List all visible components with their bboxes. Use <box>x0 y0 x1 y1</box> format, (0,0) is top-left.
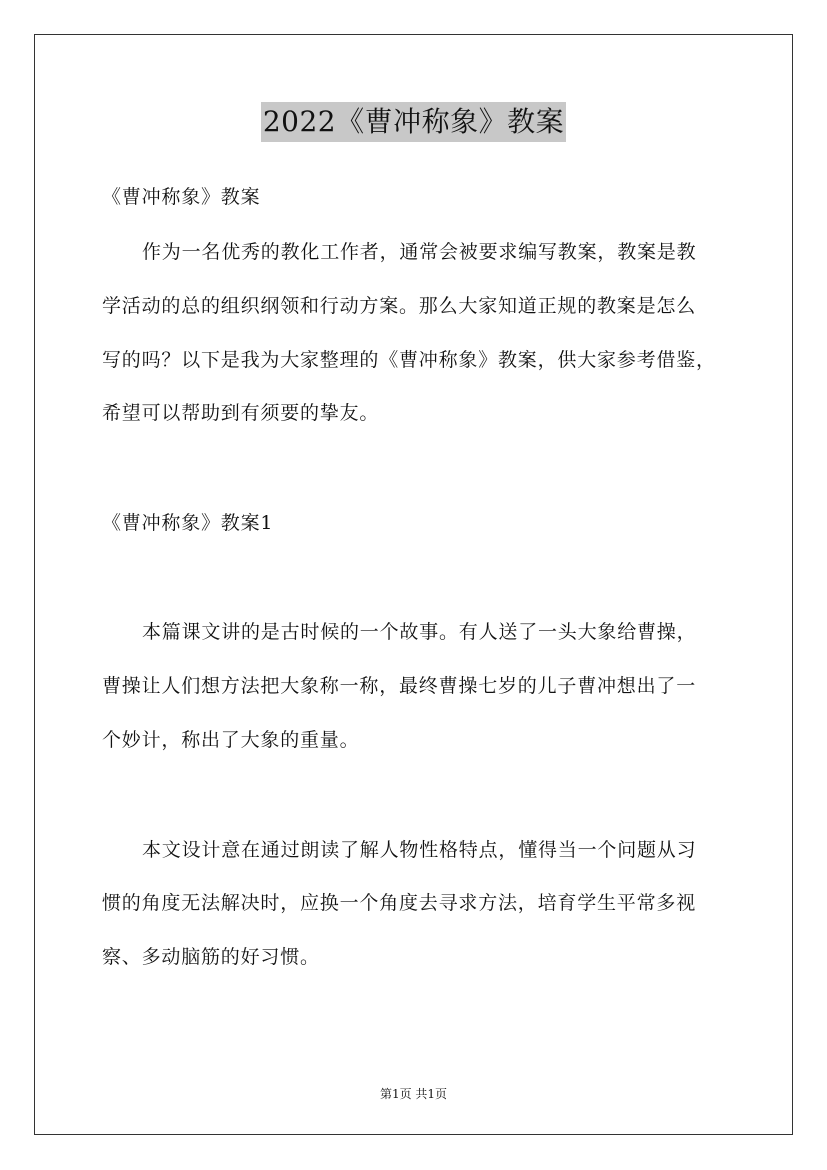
paragraph-line: 曹操让人们想方法把大象称一称，最终曹操七岁的儿子曹冲想出了一 <box>102 675 697 697</box>
section-heading-intro: 《曹冲称象》教案 <box>102 186 261 208</box>
paragraph-line: 写的吗？以下是我为大家整理的《曹冲称象》教案，供大家参考借鉴， <box>102 349 716 371</box>
paragraph-line: 本篇课文讲的是古时候的一个故事。有人送了一头大象给曹操， <box>142 621 697 643</box>
document-title: 2022《曹冲称象》教案 <box>261 102 566 142</box>
paragraph-line: 察、多动脑筋的好习惯。 <box>102 946 320 968</box>
page-footer: 第1页 共1页 <box>379 1087 448 1101</box>
title-container <box>0 102 827 142</box>
paragraph-line: 本文设计意在通过朗读了解人物性格特点，懂得当一个问题从习 <box>142 839 697 861</box>
paragraph-line: 学活动的总的组织纲领和行动方案。那么大家知道正规的教案是怎么 <box>102 295 697 317</box>
paragraph-line: 希望可以帮助到有须要的挚友。 <box>102 402 380 424</box>
section-heading-1: 《曹冲称象》教案1 <box>102 512 274 534</box>
paragraph-line: 惯的角度无法解决时，应换一个角度去寻求方法，培育学生平常多视 <box>102 892 697 914</box>
paragraph-line: 个妙计，称出了大象的重量。 <box>102 729 360 751</box>
paragraph-line: 作为一名优秀的教化工作者，通常会被要求编写教案，教案是教 <box>142 241 697 263</box>
